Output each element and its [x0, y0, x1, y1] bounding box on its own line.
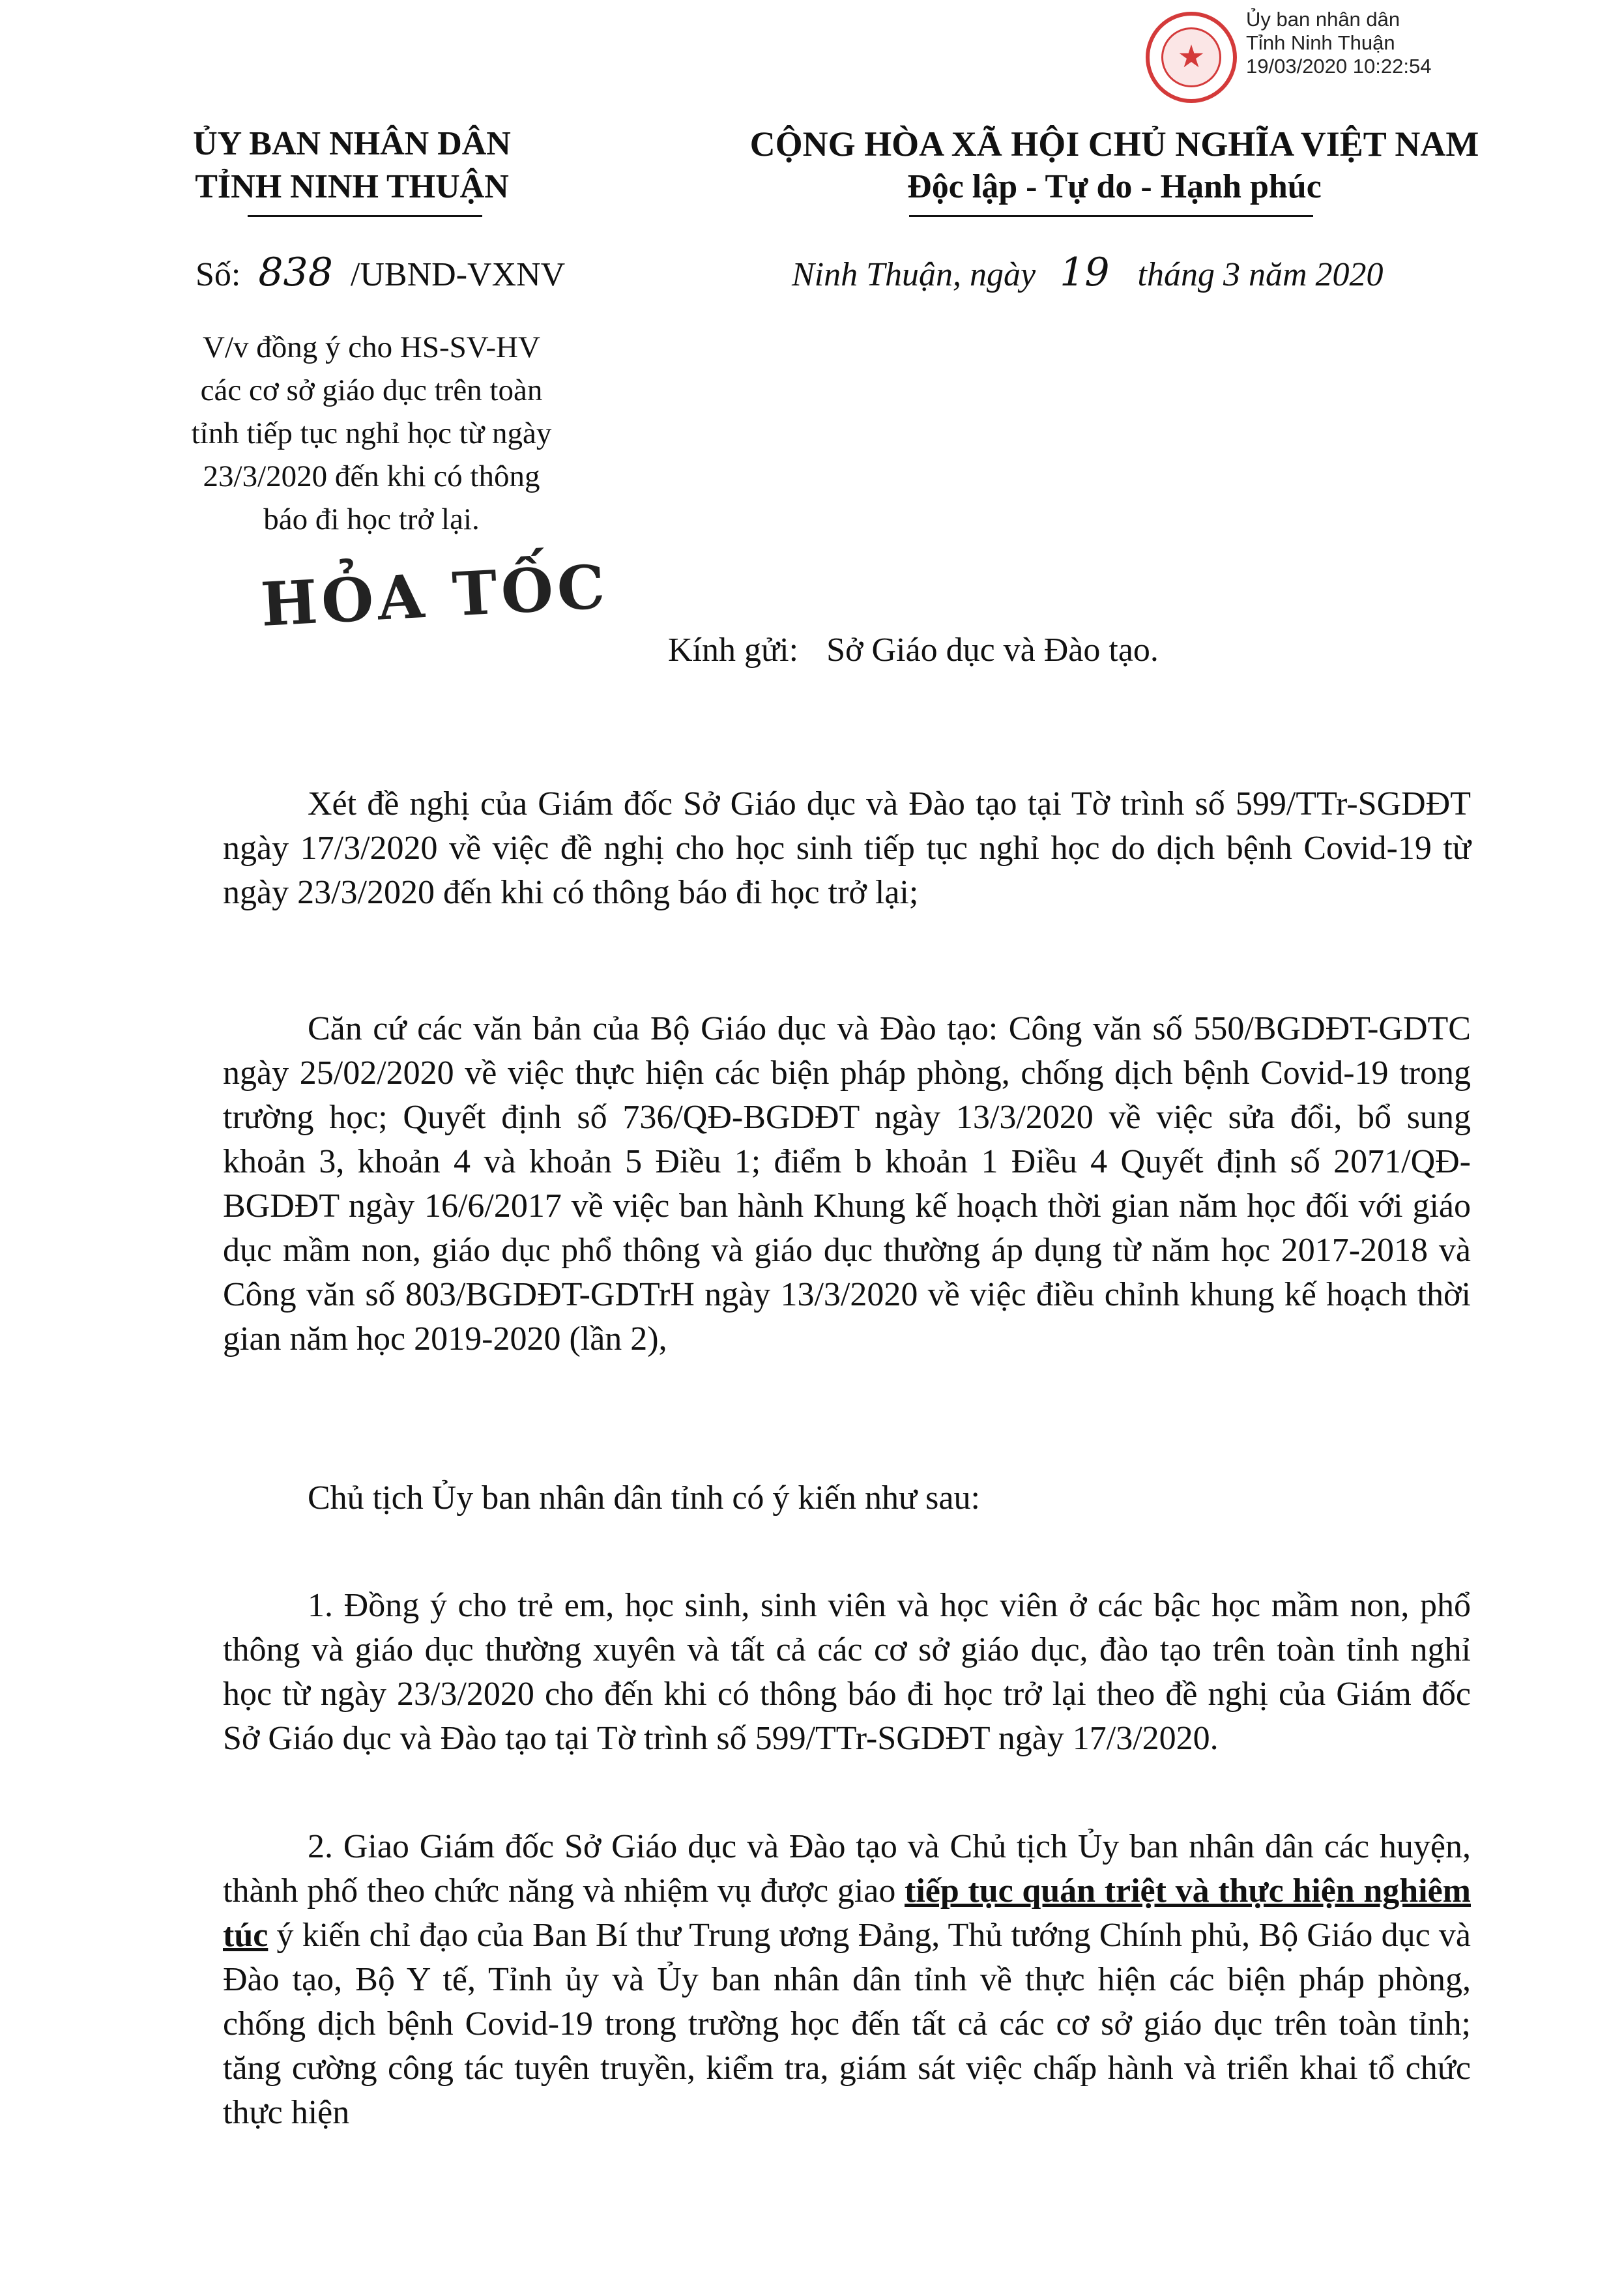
doc-no-handwritten: 838 [258, 250, 333, 295]
date-prefix: Ninh Thuận, ngày [792, 256, 1036, 293]
paragraph-legal-basis-text: Căn cứ các văn bản của Bộ Giáo dục và Đào tạo: Công văn số 550/BGDĐT-GDTC ngày 25/02/2020 về việc thực hiện các biện pháp phòng, chống dịch bệnh Covid-19 trong trường học; Quyết định số 736/QĐ-BGDĐT ngày 13/3/2020 về việc sửa đổi, bổ sung khoản 3, khoản 4 và khoản 5 Điều 1; điểm b khoản 1 Điều 4 Quyết định số 2071/QĐ-BGDĐT ngày 16/6/2017 về việc ban hành Khung kế hoạch thời gian năm học đối với giáo dục mầm non, giáo dục phổ thông và giáo dục thường áp dụng từ năm học 2017-2018 và Công văn số 803/BGDĐT-GDTrH ngày 13/3/2020 về việc điều chỉnh khung kế hoạch thời gian năm học 2019-2020 (lần 2), [223, 1010, 1471, 1358]
seal-emblem [1161, 27, 1221, 87]
signature-province: Tỉnh Ninh Thuận [1246, 31, 1395, 54]
motto-underline [909, 215, 1313, 217]
item-2-text-start: 2. Giao Giám đốc Sở Giáo dục và Đào tạo và Chủ tịch Ủy ban nhân dân các huyện, thành phố theo chức năng và nhiệm vụ được giao [223, 1828, 1471, 1910]
signature-issuer: Ủy ban nhân dân [1246, 8, 1400, 31]
date-suffix: tháng 3 năm 2020 [1137, 256, 1384, 293]
paragraph-legal-basis [223, 1007, 1471, 1361]
national-header [691, 123, 1538, 209]
addressee-name: Sở Giáo dục và Đào tạo. [826, 632, 1159, 669]
addressee-label: Kính gửi: [668, 632, 799, 669]
subject-line-3: tỉnh tiếp tục nghỉ học từ ngày [191, 416, 552, 450]
paragraph-item-1-text: 1. Đồng ý cho trẻ em, học sinh, sinh viên và học viên ở các bậc học mầm non, phổ thông và giáo dục thường xuyên và tất cả các cơ sở giáo dục, đào tạo trên toàn tỉnh nghỉ học từ ngày 23/3/2020 cho đến khi có thông báo đi học trở lại theo đề nghị của Giám đốc Sở Giáo dục và Đào tạo tại Tờ trình số 599/TTr-SGDĐT ngày 17/3/2020. [223, 1587, 1471, 1757]
paragraph-item-2 [223, 1825, 1471, 2135]
issue-date [792, 251, 1384, 297]
document-subject [143, 326, 600, 541]
nation-name: CỘNG HÒA XÃ HỘI CHỦ NGHĨA VIỆT NAM [749, 124, 1479, 164]
paragraph-proposal-text: Xét đề nghị của Giám đốc Sở Giáo dục và Đào tạo tại Tờ trình số 599/TTr-SGDĐT ngày 17/3/2020 về việc đề nghị cho học sinh tiếp tục nghỉ học do dịch bệnh Covid-19 từ ngày 23/3/2020 đến khi có thông báo đi học trở lại; [223, 785, 1471, 911]
provincial-seal [1146, 12, 1237, 103]
subject-line-1: V/v đồng ý cho HS-SV-HV [203, 330, 540, 364]
star-icon: ★ [1177, 38, 1206, 75]
paragraph-chairman-opinion-text: Chủ tịch Ủy ban nhân dân tỉnh có ý kiến như sau: [308, 1479, 980, 1517]
subject-line-4: 23/3/2020 đến khi có thông [203, 459, 540, 493]
org-line-1: ỦY BAN NHÂN DÂN [193, 125, 511, 162]
paragraph-proposal [223, 782, 1471, 915]
addressee [668, 629, 1159, 672]
doc-no-suffix: /UBND-VXNV [350, 256, 566, 293]
date-day-handwritten: 19 [1060, 250, 1110, 295]
item-2-emphasis: tiếp tục quán triệt và thực hiện nghiêm túc [223, 1872, 1471, 1954]
issuing-org [143, 123, 560, 209]
subject-line-5: báo đi học trở lại. [263, 502, 480, 536]
urgent-stamp: HỎA TỐC [259, 551, 611, 640]
national-motto: Độc lập - Tự do - Hạnh phúc [907, 168, 1322, 205]
org-line-2: TỈNH NINH THUẬN [195, 168, 509, 205]
item-2-text-end: ý kiến chỉ đạo của Ban Bí thư Trung ương Đảng, Thủ tướng Chính phủ, Bộ Giáo dục và Đào tạo, Bộ Y tế, Tỉnh ủy và Ủy ban nhân dân tỉnh về thực hiện các biện pháp phòng, chống dịch bệnh Covid-19 trong trường học đến tất cả các cơ sở giáo dục trên toàn tỉnh; tăng cường công tác tuyên truyền, kiểm tra, giám sát việc chấp hành và triển khai tổ chức thực hiện [223, 1917, 1471, 2131]
doc-no-prefix: Số: [196, 256, 241, 293]
paragraph-chairman-opinion [223, 1476, 1471, 1520]
org-underline [248, 215, 482, 217]
digital-signature [1246, 8, 1431, 78]
document-number [196, 251, 565, 297]
paragraph-item-2-text [223, 1825, 1471, 2135]
paragraph-item-1 [223, 1584, 1471, 1761]
signature-timestamp: 19/03/2020 10:22:54 [1246, 55, 1432, 78]
subject-line-2: các cơ sở giáo dục trên toàn [200, 373, 543, 407]
